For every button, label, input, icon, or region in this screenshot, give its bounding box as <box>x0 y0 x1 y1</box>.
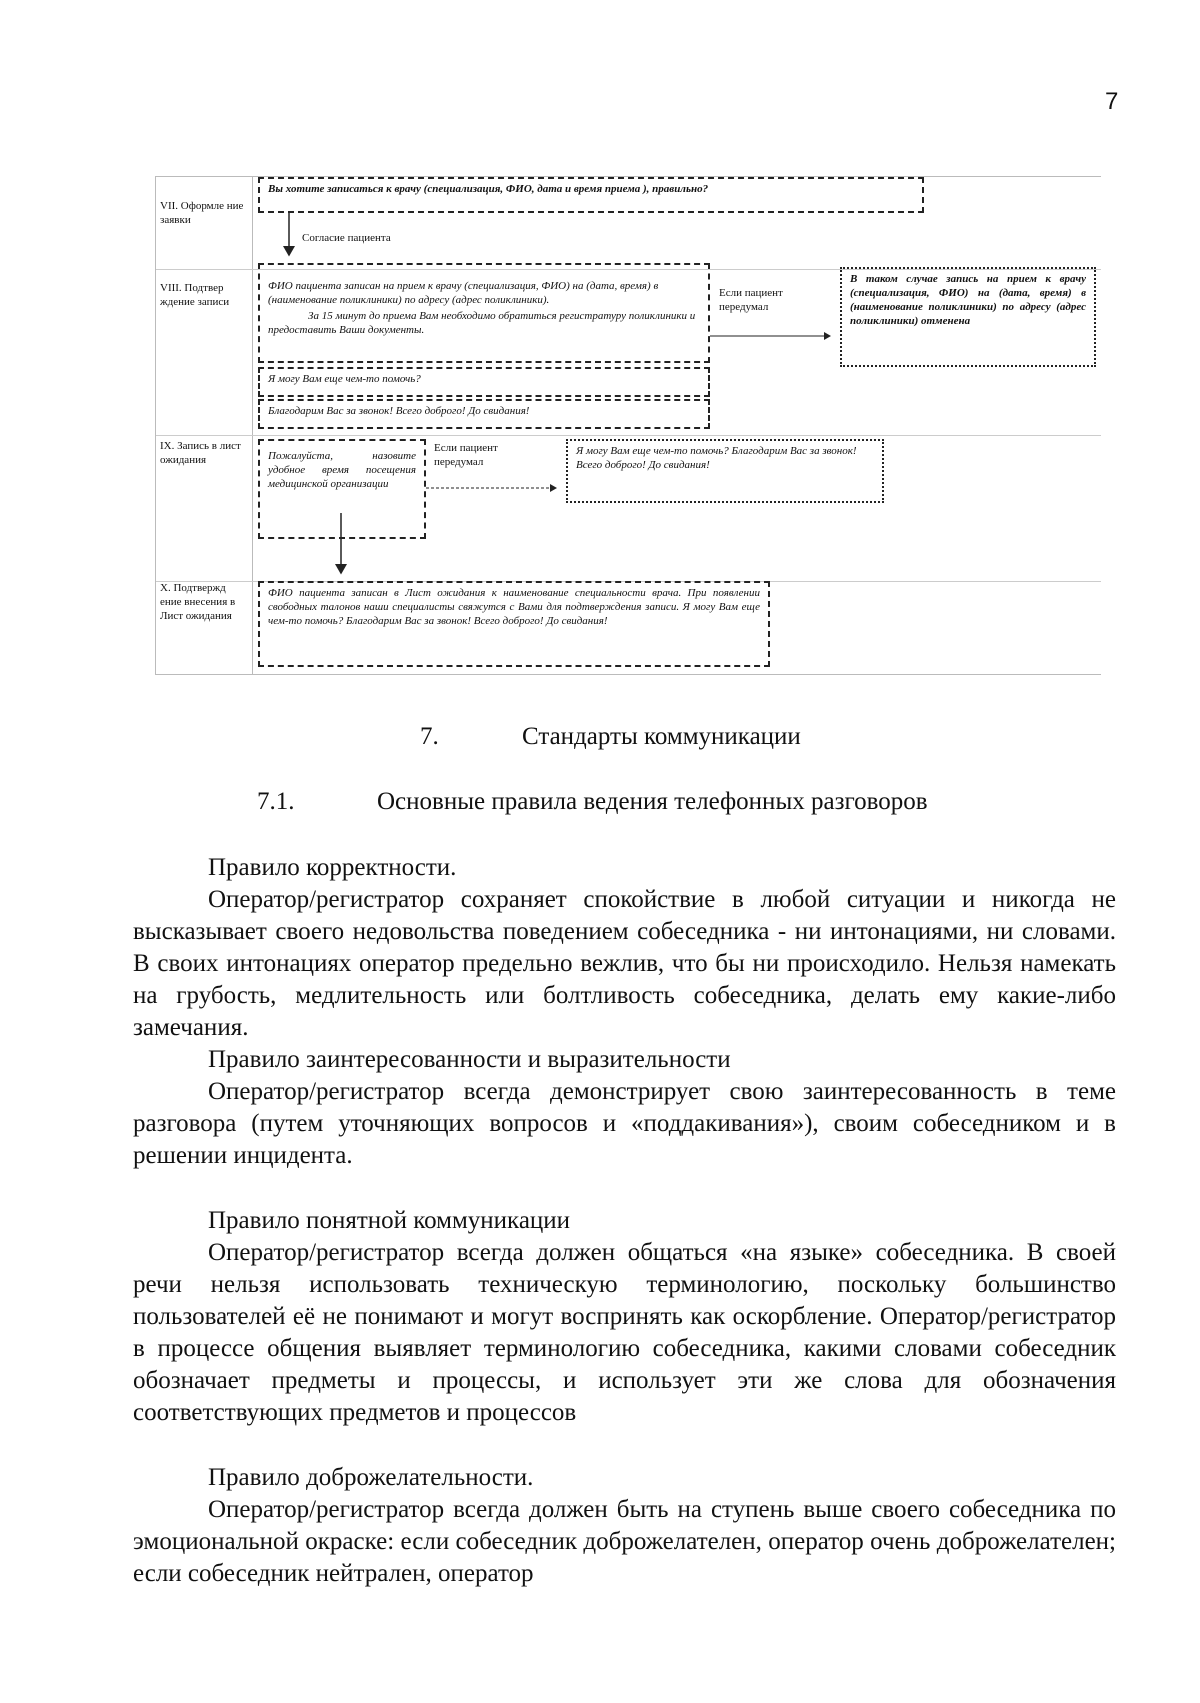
stage-label-vii: VII. Оформле ние заявки <box>160 200 244 226</box>
ix-help-thanks-box: Я могу Вам еще чем-то помочь? Благодарим Вас за звонок! Всего доброго! До свидания! <box>566 439 884 503</box>
viii-docs-text: За 15 минут до приема Вам необходимо обратиться регистратуру поликлиники и предоставить Ваши документы. <box>268 310 696 336</box>
subsection-title: Основные правила ведения телефонных разговоров <box>377 788 928 815</box>
ix-time-box: Пожалуйста, назовите удобное время посещения медицинской организации <box>258 439 426 539</box>
section-number: 7. <box>420 723 439 750</box>
rules-block-1 <box>133 852 1116 1172</box>
patient-consent-label: Согласие пациента <box>302 232 391 244</box>
viii-help-box: Я могу Вам еще чем-то помочь? <box>258 367 710 397</box>
viii-confirm-text: ФИО пациента записан на прием к врачу (специализация, ФИО) на (дата, время) в (наименование поликлиники) по адресу (адрес поликлиники). <box>268 280 659 306</box>
subsection-number: 7.1. <box>257 788 295 815</box>
rule3-title: Правило понятной коммуникации <box>208 1207 571 1234</box>
viii-thanks-box: Благодарим Вас за звонок! Всего доброго! До свидания! <box>258 399 710 429</box>
vii-question-box: Вы хотите записаться к врачу (специализация, ФИО, дата и время приема ), правильно? <box>258 177 924 213</box>
rule2-title: Правило заинтересованности и выразительности <box>208 1046 731 1073</box>
if-changed-mind-label: Если пациент передумал <box>719 287 783 313</box>
stage-label-ix: IX. Запись в лист ожидания <box>160 440 241 466</box>
stage-label-viii: VIII. Подтвер ждение записи <box>160 282 230 308</box>
flowchart <box>155 176 1101 675</box>
rule1-text: Оператор/регистратор сохраняет спокойствие в любой ситуации и никогда не высказывает своего недовольства поведением собеседника - ни интонациями, ни словами. В своих интонациях оператор предельно вежлив, что бы ни происходило. Нельзя намекать на грубость, медлительность или болтливость собеседника, делать ему какие-либо замечания. <box>133 886 1116 1041</box>
viii-confirm-box <box>258 263 710 363</box>
rule1-title: Правило корректности. <box>208 854 457 881</box>
rule4-text: Оператор/регистратор всегда должен быть на ступень выше своего собеседника по эмоциональной окраске: если собеседник доброжелателен, оператор очень доброжелателен; если собеседник нейтрален, оператор <box>133 1496 1116 1587</box>
viii-cancel-box: В таком случае запись на прием к врачу (специализация, ФИО) на (дата, время) в (наименование поликлиники) по адресу (адрес поликлиники) отменена <box>840 267 1096 367</box>
rule4-title: Правило доброжелательности. <box>208 1464 534 1491</box>
section-title: Стандарты коммуникации <box>522 723 801 750</box>
rules-block-2 <box>133 1205 1116 1429</box>
ix-if-changed-label: Если пациент передумал <box>434 442 498 468</box>
x-confirm-box: ФИО пациента записан в Лист ожидания к наименование специальности врача. При появлении свободных талонов наши специалисты свяжутся с Вами для подтверждения записи. Я могу Вам еще чем-то помочь? Благодарим Вас за звонок! Всего доброго! До свидания! <box>258 581 770 667</box>
stage-label-x: X. Подтвержд ение внесения в Лист ожидания <box>160 582 236 622</box>
page-number: 7 <box>1105 88 1119 115</box>
rules-block-3 <box>133 1462 1116 1590</box>
rule2-text: Оператор/регистратор всегда демонстрирует свою заинтересованность в теме разговора (путем уточняющих вопросов и «поддакивания»), своим собеседником и в решении инцидента. <box>133 1078 1116 1169</box>
rule3-text: Оператор/регистратор всегда должен общаться «на языке» собеседника. В своей речи нельзя использовать техническую терминологию, поскольку большинство пользователей её не понимают и могут воспринять как оскорбление. Оператор/регистратор в процессе общения выявляет терминологию собеседника, какими словами собеседник обозначает предметы и процессы, и использует эти же слова для обозначения соответствующих предметов и процессов <box>133 1239 1116 1426</box>
